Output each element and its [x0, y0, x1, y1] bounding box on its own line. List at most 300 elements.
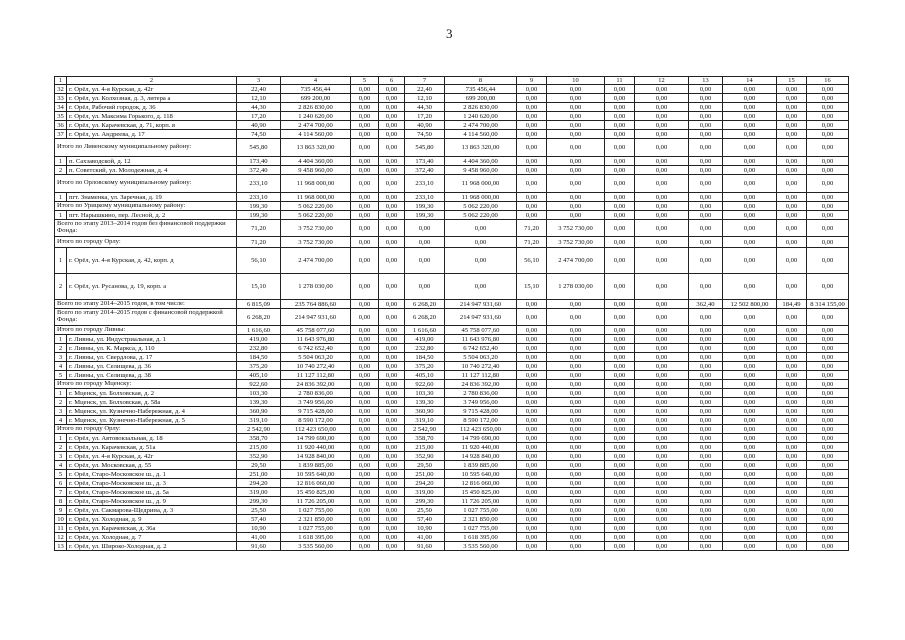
table-cell: 0,00	[689, 389, 723, 398]
table-cell: 15 450 825,00	[281, 488, 351, 497]
table-cell: 0,00	[635, 248, 689, 274]
table-cell: 11 968 000,00	[281, 175, 351, 193]
table-cell: 2 321 850,00	[281, 515, 351, 524]
row-number: 1	[55, 434, 67, 443]
table-cell: 0,00	[517, 380, 547, 389]
column-number: 8	[445, 77, 517, 85]
table-cell: 0,00	[517, 309, 547, 326]
table-cell: 0,00	[605, 94, 635, 103]
table-cell: 0,00	[807, 309, 849, 326]
table-cell: 0,00	[605, 416, 635, 425]
table-cell: 0,00	[445, 237, 517, 248]
table-cell: 0,00	[379, 309, 405, 326]
table-cell: 0,00	[547, 335, 605, 344]
table-cell: 0,00	[807, 344, 849, 353]
table-cell: 8 590 172,00	[445, 416, 517, 425]
table-cell: 233,10	[405, 193, 445, 202]
table-cell: 0,00	[723, 274, 777, 300]
table-cell: 0,00	[807, 85, 849, 94]
table-cell: 0,00	[547, 130, 605, 139]
address-cell: г. Орёл, ул. Холодная, д. 7	[67, 533, 237, 542]
table-cell: 0,00	[351, 479, 379, 488]
table-row	[55, 434, 849, 443]
row-number: 1	[55, 389, 67, 398]
table-cell: 0,00	[689, 497, 723, 506]
table-cell: 71,20	[517, 237, 547, 248]
table-cell: 0,00	[547, 211, 605, 220]
table-cell: 0,00	[351, 166, 379, 175]
table-cell: 0,00	[807, 542, 849, 551]
table-cell: 57,40	[237, 515, 281, 524]
table-cell: 0,00	[517, 497, 547, 506]
page-number: 3	[446, 26, 453, 41]
table-cell: 0,00	[379, 407, 405, 416]
table-cell: 0,00	[517, 479, 547, 488]
table-cell: 0,00	[807, 380, 849, 389]
table-cell: 0,00	[689, 309, 723, 326]
table-cell: 0,00	[777, 121, 807, 130]
row-number: 1	[55, 335, 67, 344]
table-cell: 12,10	[237, 94, 281, 103]
row-number: 2	[55, 274, 67, 300]
table-row	[55, 335, 849, 344]
subtotal-label: Всего по этапу 2014–2015 годов с финансовой поддержкой Фонда:	[55, 309, 237, 326]
table-row	[55, 344, 849, 353]
address-cell: г. Ливны, ул. Селищева, д. 36	[67, 362, 237, 371]
table-cell: 0,00	[723, 335, 777, 344]
table-cell: 0,00	[723, 193, 777, 202]
subtotal-row	[55, 380, 849, 389]
table-cell: 0,00	[635, 416, 689, 425]
table-cell: 0,00	[635, 479, 689, 488]
table-cell: 699 200,00	[281, 94, 351, 103]
subtotal-label: Итого по городу Ливны:	[55, 326, 237, 335]
table-cell: 44,30	[405, 103, 445, 112]
table-cell: 0,00	[635, 497, 689, 506]
table-cell: 0,00	[351, 121, 379, 130]
table-cell: 0,00	[723, 443, 777, 452]
table-cell: 6 268,20	[237, 309, 281, 326]
table-cell: 12 816 060,00	[445, 479, 517, 488]
table-cell: 0,00	[689, 479, 723, 488]
table-cell: 0,00	[807, 237, 849, 248]
table-cell: 0,00	[807, 488, 849, 497]
table-cell: 5 504 063,20	[281, 353, 351, 362]
table-cell: 0,00	[807, 139, 849, 157]
table-cell: 0,00	[351, 362, 379, 371]
table-cell: 0,00	[605, 425, 635, 434]
table-cell: 0,00	[635, 533, 689, 542]
table-cell: 352,90	[237, 452, 281, 461]
column-number: 16	[807, 77, 849, 85]
table-cell: 0,00	[517, 85, 547, 94]
table-cell: 0,00	[547, 166, 605, 175]
table-cell: 0,00	[689, 452, 723, 461]
table-cell: 0,00	[689, 121, 723, 130]
subtotal-row	[55, 300, 849, 309]
table-cell: 0,00	[723, 94, 777, 103]
table-cell: 0,00	[351, 309, 379, 326]
table-cell: 14 928 840,00	[445, 452, 517, 461]
table-cell: 0,00	[351, 326, 379, 335]
table-cell: 0,00	[635, 139, 689, 157]
table-cell: 0,00	[351, 344, 379, 353]
table-cell: 1 616,60	[405, 326, 445, 335]
table-cell: 0,00	[517, 398, 547, 407]
table-cell: 184,49	[777, 300, 807, 309]
table-cell: 0,00	[689, 193, 723, 202]
table-cell: 922,60	[237, 380, 281, 389]
row-number: 4	[55, 416, 67, 425]
table-cell: 405,10	[237, 371, 281, 380]
table-cell: 0,00	[605, 479, 635, 488]
table-cell: 14 799 690,00	[281, 434, 351, 443]
table-cell: 215,00	[237, 443, 281, 452]
table-cell: 0,00	[351, 130, 379, 139]
table-cell: 12 816 060,00	[281, 479, 351, 488]
table-cell: 0,00	[605, 461, 635, 470]
table-cell: 0,00	[635, 425, 689, 434]
table-cell: 0,00	[379, 371, 405, 380]
table-cell: 0,00	[807, 479, 849, 488]
table-cell: 0,00	[547, 362, 605, 371]
table-cell: 0,00	[351, 398, 379, 407]
address-cell: г. Орёл, ул. Карачевская, д. 36а	[67, 524, 237, 533]
table-cell: 0,00	[517, 362, 547, 371]
table-cell: 0,00	[351, 416, 379, 425]
table-cell: 0,00	[723, 139, 777, 157]
table-cell: 0,00	[379, 175, 405, 193]
table-cell: 40,90	[405, 121, 445, 130]
table-cell: 14 928 840,00	[281, 452, 351, 461]
table-cell: 0,00	[807, 362, 849, 371]
table-cell: 0,00	[777, 398, 807, 407]
table-cell: 0,00	[517, 416, 547, 425]
table-cell: 11 968 000,00	[281, 193, 351, 202]
table-cell: 0,00	[777, 175, 807, 193]
table-cell: 0,00	[405, 220, 445, 237]
table-cell: 0,00	[379, 362, 405, 371]
table-cell: 15 450 825,00	[445, 488, 517, 497]
table-cell: 0,00	[635, 94, 689, 103]
table-cell: 2 780 836,00	[281, 389, 351, 398]
table-cell: 0,00	[605, 353, 635, 362]
table-cell: 233,10	[405, 175, 445, 193]
table-cell: 0,00	[517, 300, 547, 309]
table-cell: 0,00	[379, 533, 405, 542]
table-row	[55, 193, 849, 202]
table-cell: 0,00	[547, 157, 605, 166]
table-row	[55, 248, 849, 274]
table-cell: 0,00	[605, 309, 635, 326]
table-cell: 0,00	[777, 434, 807, 443]
table-cell: 319,00	[237, 488, 281, 497]
table-cell: 0,00	[635, 202, 689, 211]
table-cell: 360,90	[237, 407, 281, 416]
table-cell: 299,30	[237, 497, 281, 506]
table-cell: 40,90	[237, 121, 281, 130]
table-cell: 233,10	[237, 175, 281, 193]
table-cell: 0,00	[547, 309, 605, 326]
table-cell: 17,20	[405, 112, 445, 121]
table-cell: 0,00	[689, 470, 723, 479]
table-cell: 0,00	[517, 488, 547, 497]
table-cell: 0,00	[777, 353, 807, 362]
table-cell: 0,00	[635, 193, 689, 202]
table-cell: 103,30	[405, 389, 445, 398]
table-cell: 0,00	[379, 274, 405, 300]
subtotal-label: Итого по Орловскому муниципальному району:	[55, 175, 237, 193]
table-cell: 0,00	[807, 533, 849, 542]
row-number: 6	[55, 479, 67, 488]
subtotal-row	[55, 202, 849, 211]
table-row	[55, 452, 849, 461]
table-cell: 0,00	[351, 488, 379, 497]
table-cell: 294,20	[405, 479, 445, 488]
table-cell: 0,00	[547, 461, 605, 470]
table-cell: 0,00	[547, 452, 605, 461]
column-number: 9	[517, 77, 547, 85]
table-cell: 0,00	[777, 103, 807, 112]
table-cell: 0,00	[605, 103, 635, 112]
row-number: 4	[55, 362, 67, 371]
table-cell: 0,00	[689, 353, 723, 362]
table-cell: 0,00	[605, 121, 635, 130]
table-cell: 0,00	[517, 506, 547, 515]
column-number: 2	[67, 77, 237, 85]
table-cell: 44,30	[237, 103, 281, 112]
address-cell: г. Орёл, ул. Московская, д. 55	[67, 461, 237, 470]
table-cell: 0,00	[351, 237, 379, 248]
table-cell: 299,30	[405, 497, 445, 506]
table-cell: 0,00	[547, 112, 605, 121]
table-cell: 0,00	[723, 362, 777, 371]
table-cell: 0,00	[635, 461, 689, 470]
subtotal-row	[55, 220, 849, 237]
table-cell: 0,00	[547, 344, 605, 353]
table-cell: 0,00	[605, 85, 635, 94]
table-cell: 0,00	[723, 434, 777, 443]
table-cell: 1 839 885,00	[445, 461, 517, 470]
table-cell: 0,00	[807, 443, 849, 452]
table-cell: 0,00	[379, 416, 405, 425]
table-cell: 0,00	[635, 443, 689, 452]
table-cell: 0,00	[379, 166, 405, 175]
table-cell: 0,00	[689, 94, 723, 103]
table-cell: 0,00	[635, 175, 689, 193]
table-cell: 1 027 755,00	[281, 506, 351, 515]
table-cell: 71,20	[517, 220, 547, 237]
table-cell: 11 920 440,00	[281, 443, 351, 452]
table-cell: 0,00	[517, 175, 547, 193]
table-cell: 0,00	[689, 112, 723, 121]
row-number: 1	[55, 193, 67, 202]
table-cell: 0,00	[777, 470, 807, 479]
table-cell: 0,00	[547, 497, 605, 506]
table-cell: 0,00	[807, 112, 849, 121]
table-cell: 0,00	[351, 220, 379, 237]
table-cell: 0,00	[605, 300, 635, 309]
table-cell: 0,00	[547, 524, 605, 533]
table-cell: 372,40	[237, 166, 281, 175]
table-cell: 56,10	[237, 248, 281, 274]
table-row	[55, 497, 849, 506]
row-number: 3	[55, 407, 67, 416]
table-cell: 2 826 830,00	[281, 103, 351, 112]
table-cell: 0,00	[689, 380, 723, 389]
table-cell: 0,00	[351, 497, 379, 506]
table-cell: 1 240 620,00	[445, 112, 517, 121]
table-cell: 5 062 220,00	[445, 202, 517, 211]
table-cell: 0,00	[635, 362, 689, 371]
table-row	[55, 524, 849, 533]
table-cell: 0,00	[777, 443, 807, 452]
row-number: 1	[55, 211, 67, 220]
table-cell: 0,00	[807, 452, 849, 461]
table-cell: 0,00	[723, 452, 777, 461]
table-cell: 0,00	[445, 220, 517, 237]
table-cell: 0,00	[635, 380, 689, 389]
table-cell: 6 742 652,40	[445, 344, 517, 353]
table-cell: 0,00	[689, 344, 723, 353]
table-cell: 0,00	[777, 533, 807, 542]
table-cell: 0,00	[379, 85, 405, 94]
address-cell: г. Ливны, ул. Индустриальная, д. 1	[67, 335, 237, 344]
address-cell: г. Орёл, Рабочий городок, д. 36	[67, 103, 237, 112]
table-cell: 3 752 730,00	[281, 237, 351, 248]
table-cell: 0,00	[517, 452, 547, 461]
table-cell: 1 616,60	[237, 326, 281, 335]
table-cell: 1 027 755,00	[445, 524, 517, 533]
table-cell: 0,00	[807, 389, 849, 398]
table-cell: 0,00	[777, 166, 807, 175]
table-cell: 0,00	[517, 407, 547, 416]
table-cell: 6 742 652,40	[281, 344, 351, 353]
table-cell: 0,00	[723, 166, 777, 175]
table-cell: 294,20	[237, 479, 281, 488]
table-cell: 0,00	[517, 425, 547, 434]
table-cell: 0,00	[777, 220, 807, 237]
table-cell: 0,00	[379, 237, 405, 248]
table-cell: 0,00	[689, 103, 723, 112]
address-cell: г. Орёл, ул. Автовокзальная, д. 18	[67, 434, 237, 443]
table-cell: 0,00	[807, 515, 849, 524]
table-cell: 0,00	[351, 506, 379, 515]
table-cell: 0,00	[807, 461, 849, 470]
row-number: 3	[55, 353, 67, 362]
table-cell: 0,00	[723, 542, 777, 551]
table-cell: 0,00	[723, 248, 777, 274]
table-cell: 0,00	[547, 193, 605, 202]
table-cell: 11 920 440,00	[445, 443, 517, 452]
table-cell: 0,00	[777, 461, 807, 470]
table-cell: 0,00	[635, 452, 689, 461]
table-cell: 545,80	[405, 139, 445, 157]
address-cell: г. Орёл, ул. Андреева, д. 17	[67, 130, 237, 139]
table-cell: 0,00	[777, 85, 807, 94]
table-cell: 251,00	[405, 470, 445, 479]
row-number: 5	[55, 371, 67, 380]
table-cell: 0,00	[635, 389, 689, 398]
table-cell: 214 947 931,60	[445, 300, 517, 309]
table-cell: 0,00	[517, 121, 547, 130]
table-cell: 0,00	[605, 211, 635, 220]
table-cell: 0,00	[689, 274, 723, 300]
subtotal-row	[55, 425, 849, 434]
table-cell: 0,00	[689, 362, 723, 371]
table-cell: 0,00	[517, 335, 547, 344]
table-cell: 199,30	[405, 202, 445, 211]
table-cell: 0,00	[379, 130, 405, 139]
table-cell: 0,00	[807, 407, 849, 416]
table-cell: 0,00	[635, 121, 689, 130]
table-cell: 0,00	[351, 300, 379, 309]
table-cell: 0,00	[547, 326, 605, 335]
table-cell: 17,20	[237, 112, 281, 121]
table-cell: 0,00	[351, 434, 379, 443]
table-cell: 8 590 172,00	[281, 416, 351, 425]
column-number: 1	[55, 77, 67, 85]
table-row	[55, 398, 849, 407]
table-cell: 0,00	[379, 112, 405, 121]
table-cell: 0,00	[723, 175, 777, 193]
table-cell: 0,00	[605, 202, 635, 211]
column-number: 12	[635, 77, 689, 85]
table-cell: 0,00	[547, 425, 605, 434]
address-cell: г. Ливны, ул. Свердлова, д. 17	[67, 353, 237, 362]
table-cell: 0,00	[351, 139, 379, 157]
table-cell: 173,40	[237, 157, 281, 166]
table-cell: 0,00	[547, 533, 605, 542]
table-cell: 0,00	[547, 443, 605, 452]
table-cell: 57,40	[405, 515, 445, 524]
table-cell: 0,00	[351, 85, 379, 94]
table-cell: 0,00	[689, 443, 723, 452]
table-cell: 0,00	[723, 103, 777, 112]
table-cell: 0,00	[547, 488, 605, 497]
table-cell: 0,00	[379, 524, 405, 533]
table-cell: 1 027 755,00	[281, 524, 351, 533]
table-cell: 0,00	[379, 461, 405, 470]
column-number: 14	[723, 77, 777, 85]
table-cell: 735 456,44	[445, 85, 517, 94]
table-cell: 0,00	[807, 353, 849, 362]
subtotal-row	[55, 237, 849, 248]
table-cell: 0,00	[689, 542, 723, 551]
table-cell: 0,00	[777, 139, 807, 157]
table-cell: 0,00	[635, 515, 689, 524]
table-cell: 0,00	[807, 130, 849, 139]
table-cell: 0,00	[777, 524, 807, 533]
table-cell: 0,00	[807, 157, 849, 166]
table-cell: 0,00	[605, 139, 635, 157]
table-cell: 1 027 755,00	[445, 506, 517, 515]
table-cell: 1 240 620,00	[281, 112, 351, 121]
table-cell: 1 618 395,00	[445, 533, 517, 542]
subtotal-label: Итого по Ливенскому муниципальному району:	[55, 139, 237, 157]
table-cell: 0,00	[445, 248, 517, 274]
row-number: 35	[55, 112, 67, 121]
row-number: 13	[55, 542, 67, 551]
table-cell: 0,00	[777, 94, 807, 103]
table-cell: 0,00	[807, 220, 849, 237]
table-cell: 0,00	[807, 371, 849, 380]
table-cell: 56,10	[517, 248, 547, 274]
table-cell: 0,00	[605, 157, 635, 166]
table-cell: 0,00	[547, 103, 605, 112]
table-cell: 233,10	[237, 193, 281, 202]
table-cell: 358,70	[405, 434, 445, 443]
